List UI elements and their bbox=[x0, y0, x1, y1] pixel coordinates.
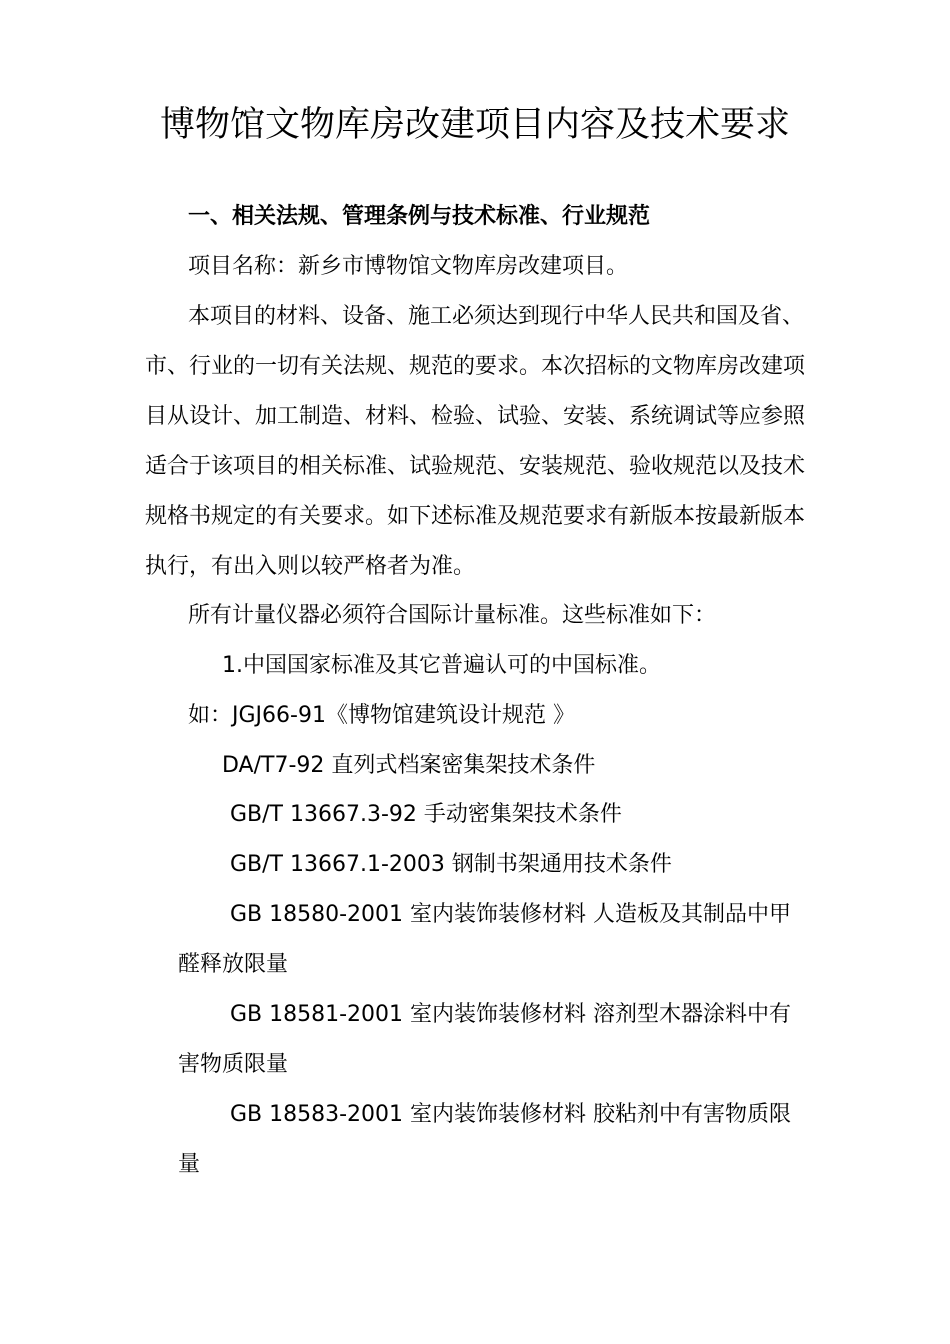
intro-line: 适合于该项目的相关标准、试验规范、安装规范、验收规范以及技术 bbox=[145, 454, 806, 479]
list-item: 1.中国国家标准及其它普遍认可的中国标准。 bbox=[222, 653, 661, 678]
standard-line: GB 18580-2001 室内装饰装修材料 人造板及其制品中甲 bbox=[230, 902, 792, 927]
project-name-line: 项目名称：新乡市博物馆文物库房改建项目。 bbox=[188, 254, 629, 279]
document-title: 博物馆文物库房改建项目内容及技术要求 bbox=[159, 105, 790, 145]
standard-line: 醛释放限量 bbox=[178, 952, 289, 977]
standard-line: 害物质限量 bbox=[178, 1052, 289, 1077]
standard-line: GB 18583-2001 室内装饰装修材料 胶粘剂中有害物质限 bbox=[230, 1102, 792, 1127]
standard-line: 量 bbox=[178, 1152, 201, 1177]
standard-line: GB/T 13667.3-92 手动密集架技术条件 bbox=[230, 802, 622, 827]
intro-line: 市、行业的一切有关法规、规范的要求。本次招标的文物库房改建项 bbox=[145, 354, 806, 379]
standard-line: GB/T 13667.1-2003 钢制书架通用技术条件 bbox=[230, 852, 672, 877]
intro-line: 目从设计、加工制造、材料、检验、试验、安装、系统调试等应参照 bbox=[145, 404, 806, 429]
standard-line: DA/T7-92 直列式档案密集架技术条件 bbox=[222, 753, 596, 778]
section-heading: 一、相关法规、管理条例与技术标准、行业规范 bbox=[188, 204, 651, 229]
measure-line: 所有计量仪器必须符合国际计量标准。这些标准如下： bbox=[188, 603, 717, 628]
intro-line: 规格书规定的有关要求。如下述标准及规范要求有新版本按最新版本 bbox=[145, 504, 806, 529]
standard-line: GB 18581-2001 室内装饰装修材料 溶剂型木器涂料中有 bbox=[230, 1002, 792, 1027]
intro-line: 本项目的材料、设备、施工必须达到现行中华人民共和国及省、 bbox=[188, 304, 805, 329]
example-line: 如：JGJ66-91《博物馆建筑设计规范 》 bbox=[188, 703, 575, 728]
intro-line: 执行，有出入则以较严格者为准。 bbox=[145, 554, 476, 579]
